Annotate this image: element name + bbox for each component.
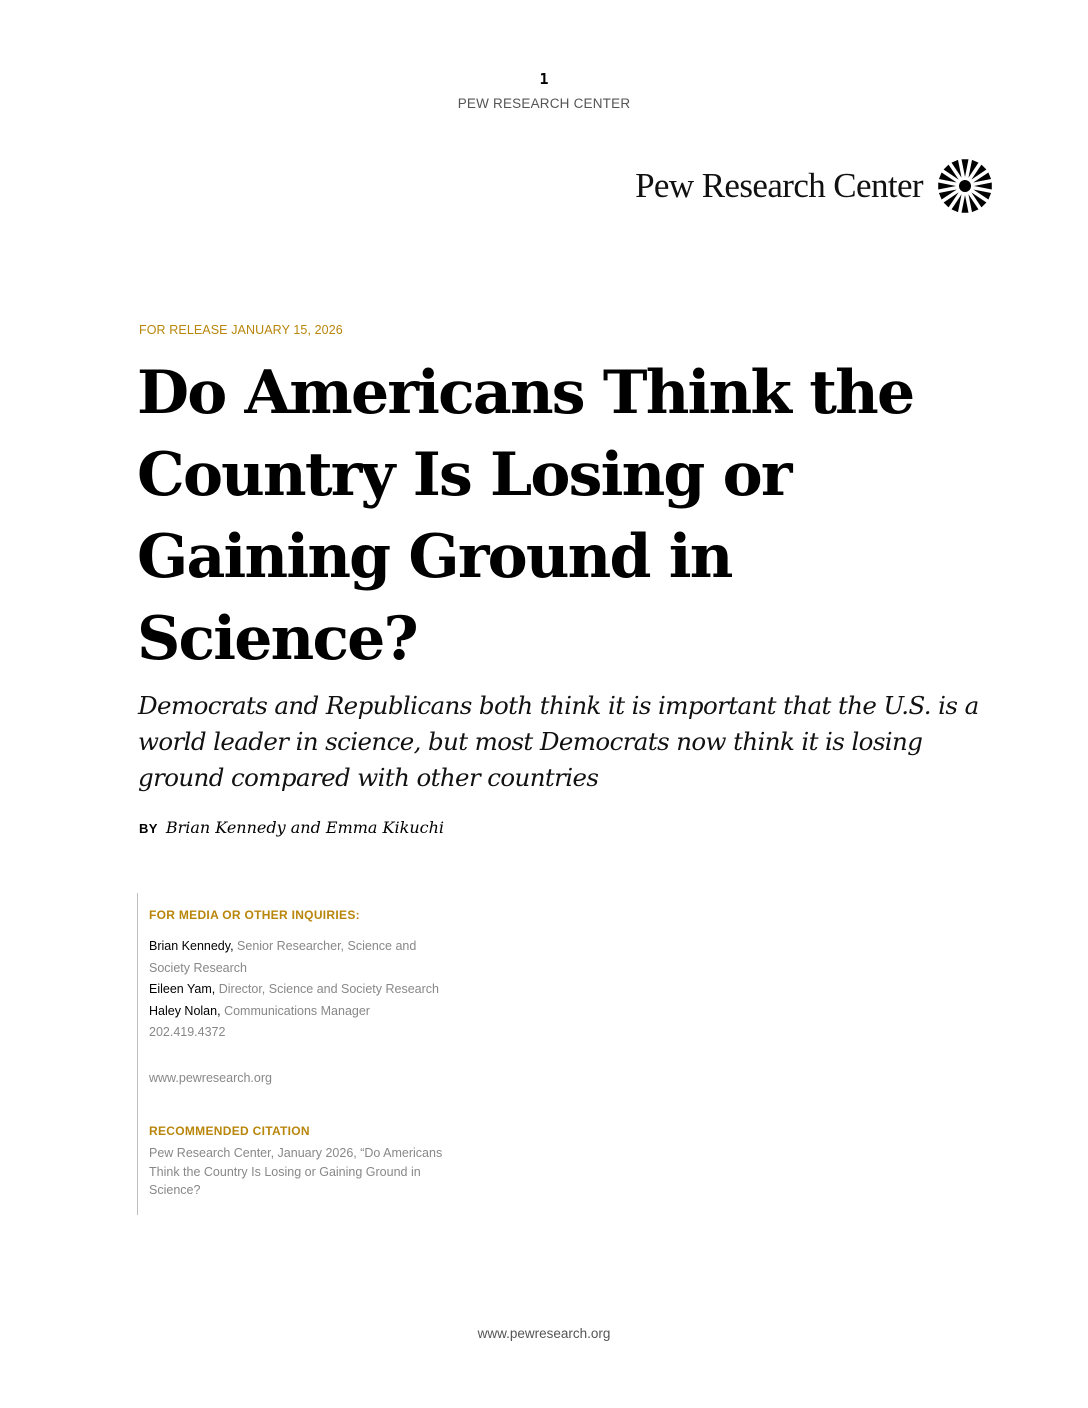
byline-label: BY	[139, 821, 158, 836]
contact-phone: 202.419.4372	[149, 1025, 226, 1039]
contacts-list	[149, 936, 449, 1044]
release-date: FOR RELEASE JANUARY 15, 2026	[139, 323, 343, 337]
citation-text: Pew Research Center, January 2026, “Do Americans Think the Country Is Losing or Gaining Ground in Science?	[149, 1146, 443, 1197]
footer-url[interactable]: www.pewresearch.org	[477, 1326, 611, 1341]
sunburst-logo-icon	[937, 158, 993, 214]
media-heading: FOR MEDIA OR OTHER INQUIRIES:	[149, 908, 360, 922]
report-subtitle: Democrats and Republicans both think it is important that the U.S. is a world leader in science, but most Democrats now think it is losing ground compared with other countries	[138, 691, 979, 792]
logo-text: Pew Research Center	[635, 166, 923, 205]
contact-role: Senior Researcher, Science and Society Research	[149, 939, 417, 975]
website-link[interactable]: www.pewresearch.org	[149, 1071, 272, 1085]
contact-item	[149, 979, 449, 1001]
byline	[139, 818, 444, 837]
contact-role: Communications Manager	[224, 1003, 370, 1018]
citation-heading: RECOMMENDED CITATION	[149, 1124, 310, 1138]
page-number: 1	[539, 70, 549, 88]
contact-name: Brian Kennedy,	[149, 939, 234, 953]
contact-item	[149, 936, 449, 979]
contact-name: Haley Nolan,	[149, 1003, 221, 1018]
running-header: PEW RESEARCH CENTER	[457, 96, 631, 111]
pew-logo[interactable]	[635, 158, 993, 214]
media-inquiries-box	[137, 893, 468, 1215]
report-title: Do Americans Think the Country Is Losing or Gaining Ground in Science?	[137, 358, 914, 674]
contact-item	[149, 1001, 449, 1044]
contact-name: Eileen Yam,	[149, 982, 216, 996]
contact-role: Director, Science and Society Research	[218, 982, 439, 996]
byline-authors: Brian Kennedy and Emma Kikuchi	[165, 818, 445, 837]
